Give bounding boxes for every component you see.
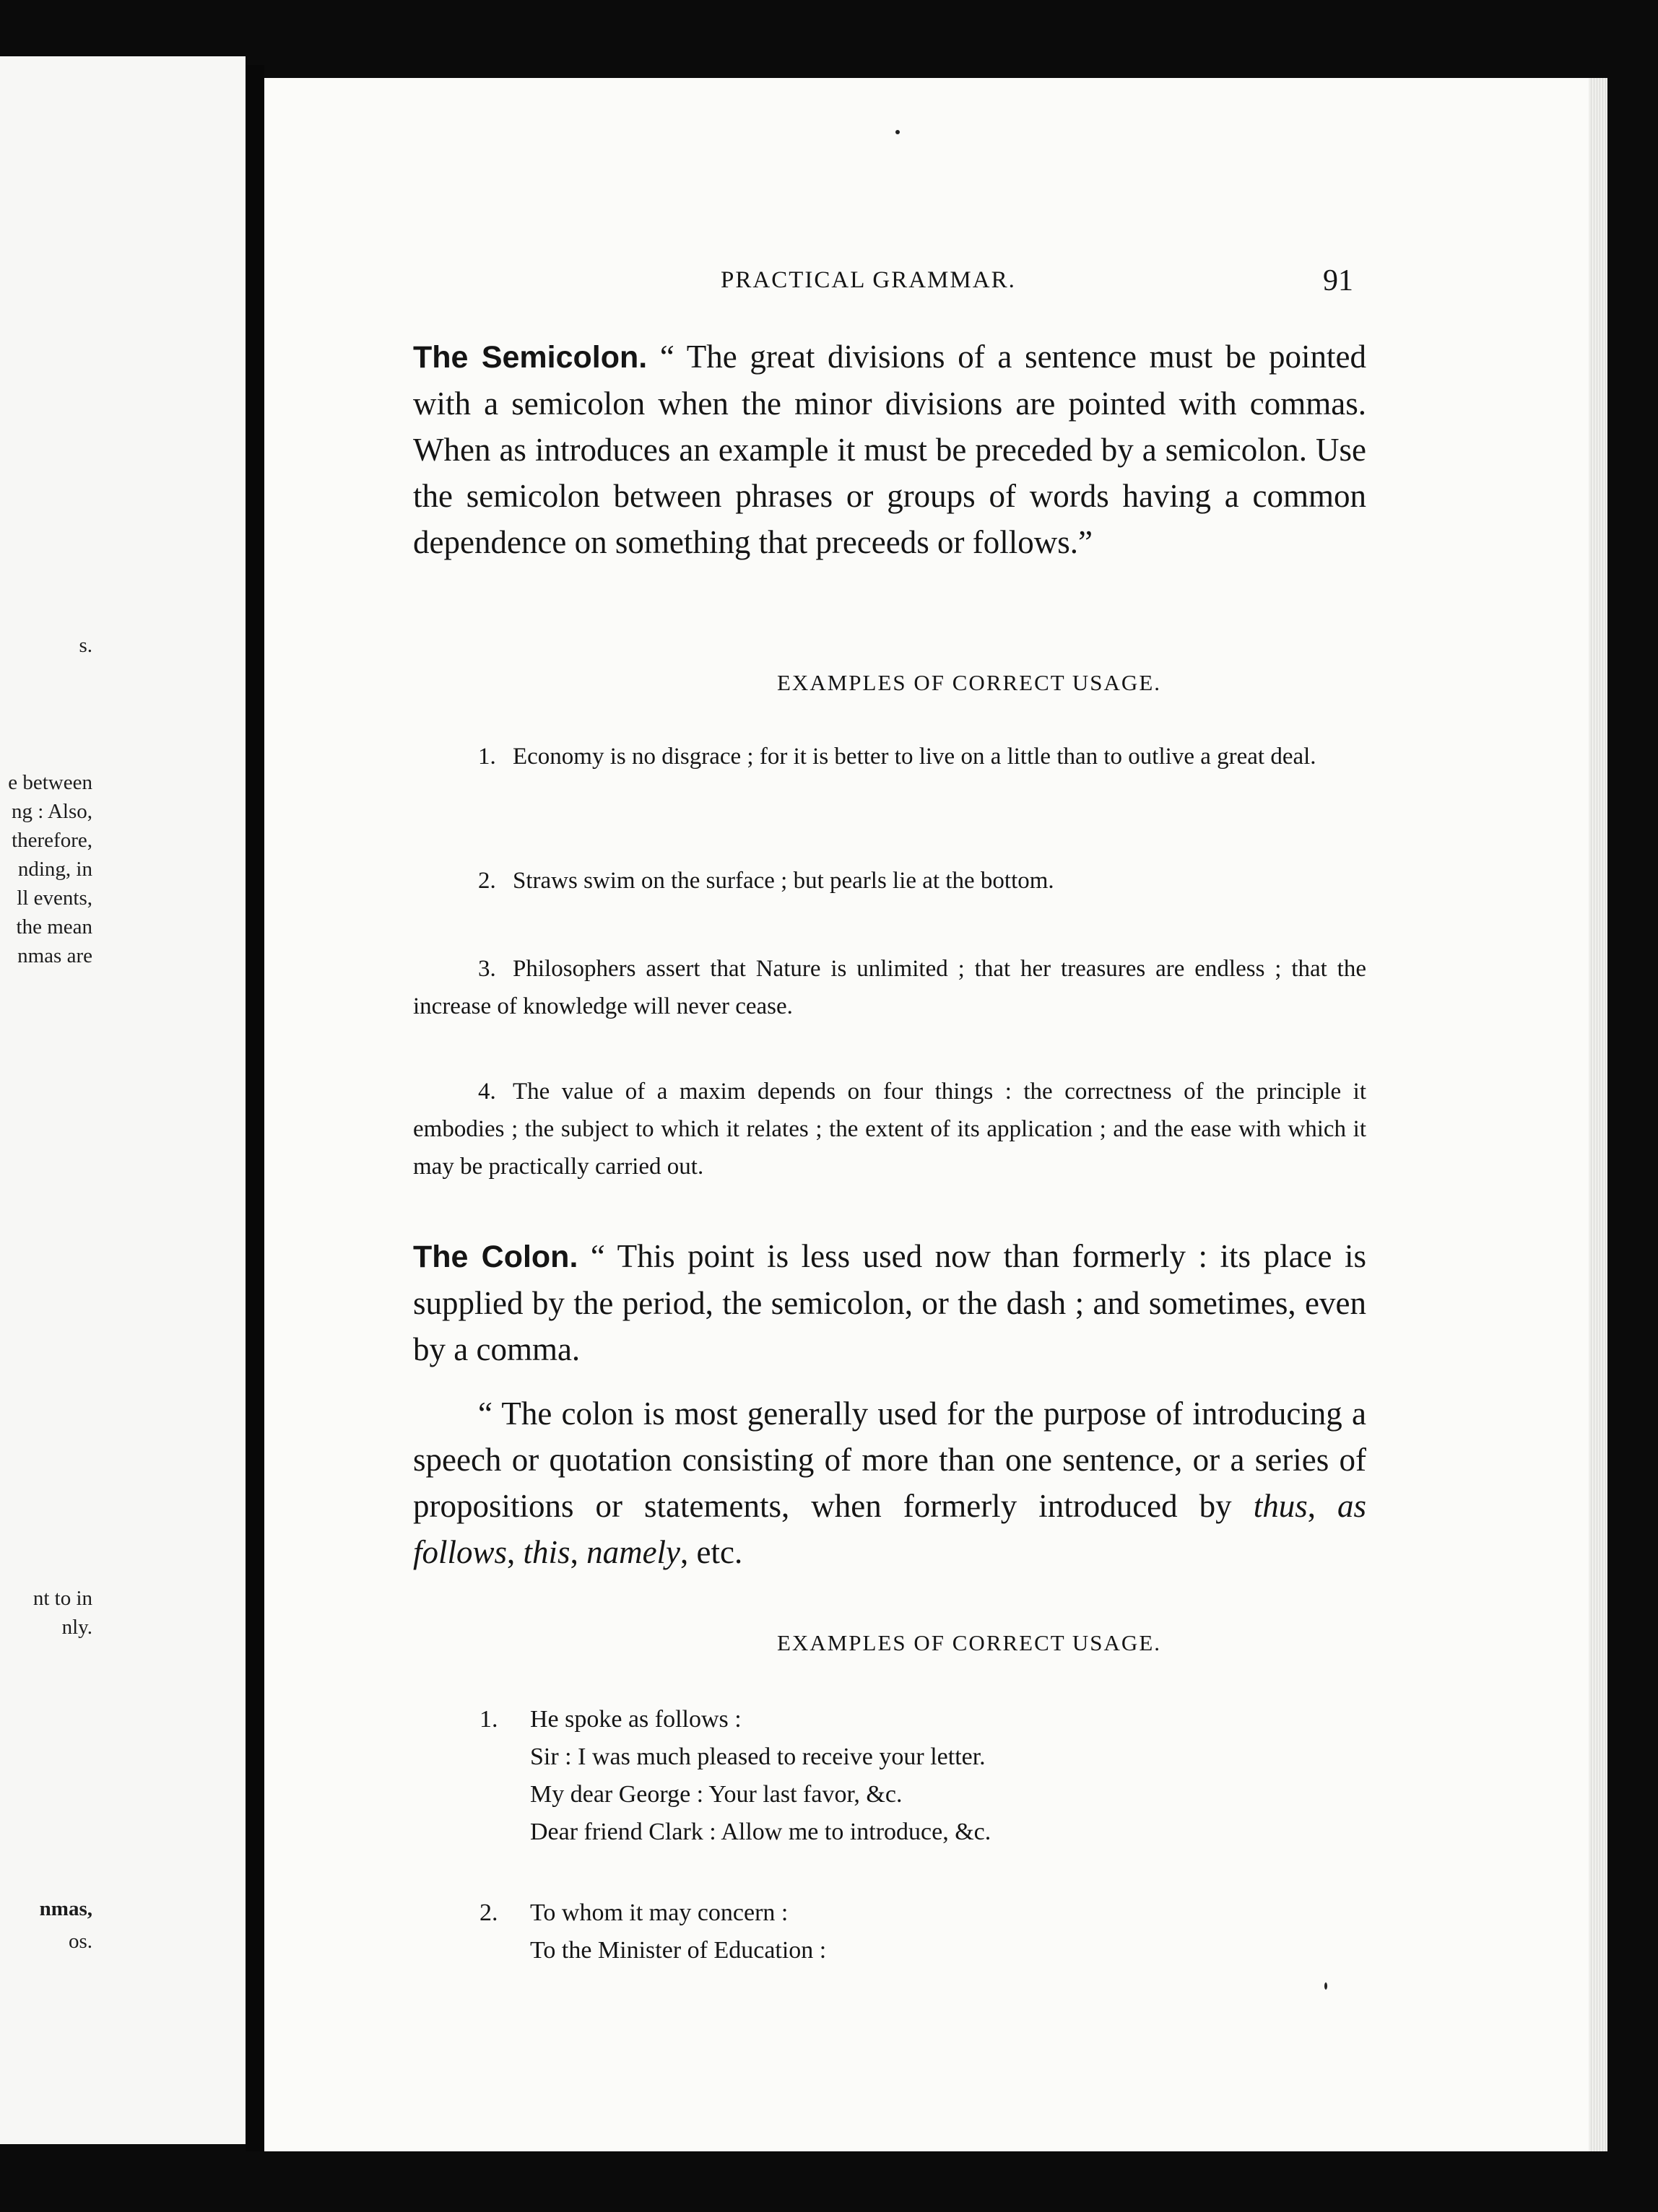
colon-text-end: etc. xyxy=(696,1534,743,1570)
running-head: PRACTICAL GRAMMAR. xyxy=(721,267,1016,293)
colon-paragraph xyxy=(413,1233,1366,1372)
left-fragment: therefore, xyxy=(12,829,92,852)
left-fragment: ng : Also, xyxy=(12,800,92,823)
left-fragment: nmas, xyxy=(39,1897,92,1920)
semicolon-example xyxy=(413,1073,1366,1185)
left-fragment: nmas are xyxy=(17,944,92,967)
examples-heading: EXAMPLES OF CORRECT USAGE. xyxy=(777,670,1162,695)
example-number: 1. xyxy=(478,744,496,770)
page-number: 91 xyxy=(1323,264,1353,297)
semicolon-example xyxy=(413,862,1366,900)
semicolon-example xyxy=(413,950,1366,1025)
scan-speck xyxy=(895,130,900,134)
example-line: To whom it may concern : xyxy=(530,1899,789,1926)
example-number: 2. xyxy=(478,868,496,894)
italic-term: thus xyxy=(1253,1488,1308,1524)
example-number: 3. xyxy=(478,956,496,982)
left-fragment: e between xyxy=(8,771,92,794)
example-text: Straws swim on the surface ; but pearls lie at the bottom. xyxy=(513,868,1054,894)
example-line: Dear friend Clark : Allow me to introduce, &c. xyxy=(530,1819,991,1845)
book-gutter xyxy=(246,65,264,2151)
italic-term: this xyxy=(523,1534,570,1570)
example-text: The value of a maxim depends on four things : the correctness of the principle it embodies ; the subject to which it relates ; the extent of its application ; and the ease with which it may be practically carried out. xyxy=(413,1079,1366,1180)
scan-speck xyxy=(1324,1982,1327,1990)
left-fragment: os. xyxy=(68,1930,92,1953)
example-number: 4. xyxy=(478,1079,496,1105)
colon-heading: The Colon. xyxy=(413,1240,578,1274)
examples-heading: EXAMPLES OF CORRECT USAGE. xyxy=(777,1630,1162,1655)
colon-text: “ This point is less used now than formerly : its place is supplied by the period, the semicolon, or the dash ; and sometimes, even by a comma. xyxy=(413,1238,1367,1367)
colon-text-2: “ The colon is most generally used for the purpose of introducing a speech or quotation consisting of more than one sentence, or a series of propositions or statements, when formerly introduced by xyxy=(413,1395,1366,1524)
example-line: To the Minister of Education : xyxy=(530,1937,827,1964)
example-text: Philosophers assert that Nature is unlimited ; that her treasures are endless ; that the increase of knowledge will never cease. xyxy=(413,956,1366,1019)
page-edges xyxy=(1589,78,1607,2151)
left-fragment: the mean xyxy=(16,915,92,939)
italic-term: namely xyxy=(586,1534,681,1570)
left-page-fragment xyxy=(0,56,246,2144)
left-fragment: nly. xyxy=(61,1616,92,1639)
semicolon-text: “ The great divisions of a sentence must be pointed with a semicolon when the minor divisions are pointed with commas. When as introduces an example it must be preceded by a semicolon. Use the semicolon between phrases or groups of words having a common dependence on something that preceeds or follows.” xyxy=(413,339,1367,560)
left-fragment: s. xyxy=(79,634,92,657)
example-number: 2. xyxy=(479,1899,498,1926)
example-number: 1. xyxy=(479,1706,498,1733)
example-line: My dear George : Your last favor, &c. xyxy=(530,1781,903,1808)
example-text: Economy is no disgrace ; for it is better to live on a little than to outlive a great deal. xyxy=(513,744,1316,770)
italic-term: as follows xyxy=(413,1488,1367,1570)
semicolon-heading: The Semicolon. xyxy=(413,340,648,375)
left-fragment: nt to in xyxy=(32,1587,92,1610)
example-line: He spoke as follows : xyxy=(530,1706,742,1733)
left-fragment: nding, in xyxy=(17,858,92,881)
colon-paragraph-2: “ The colon is most generally used for the purpose of introducing a speech or quotation consisting of more than one sentence, or a series of propositions or statements, when formerly introduced by thus, as follows, this, namely, etc. xyxy=(413,1395,1367,1570)
left-fragment: ll events, xyxy=(17,887,92,910)
example-line: Sir : I was much pleased to receive your letter. xyxy=(530,1743,986,1770)
semicolon-example xyxy=(413,738,1366,775)
semicolon-paragraph xyxy=(413,334,1366,565)
